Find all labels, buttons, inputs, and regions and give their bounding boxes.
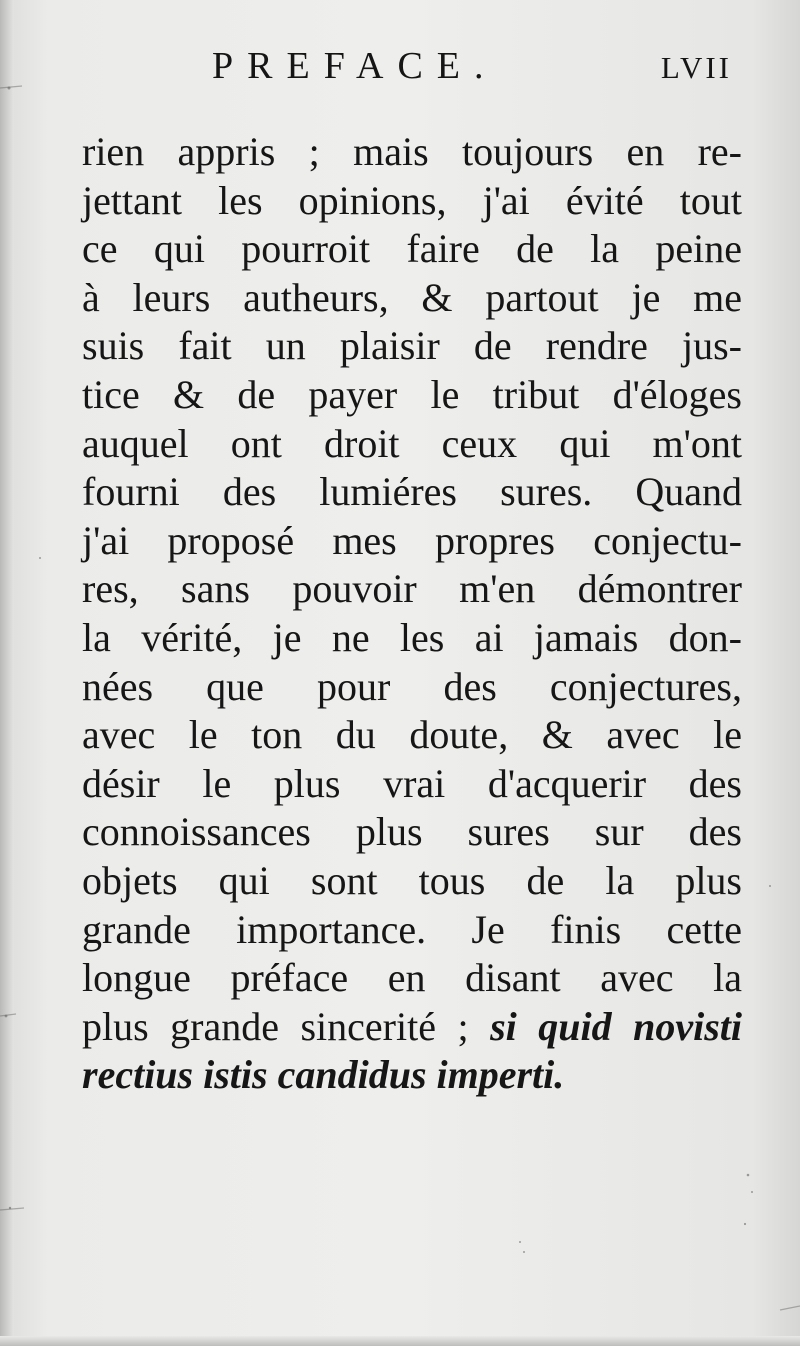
text-line: à leurs autheurs, & partout je me — [82, 274, 742, 320]
text-line: désir le plus vrai d'acquerir des — [82, 760, 742, 806]
text-line: la vérité, je ne les ai jamais don- — [82, 614, 742, 660]
text-line: jettant les opinions, j'ai évité tout — [82, 177, 742, 223]
text-line: j'ai proposé mes propres conjectu- — [82, 517, 742, 563]
text-line-italic: rectius istis candidus imperti. — [82, 1052, 565, 1098]
page-binding-shadow — [0, 0, 14, 1346]
text-line: suis fait un plaisir de rendre jus- — [82, 323, 742, 369]
text-line: tice & de payer le tribut d'éloges — [82, 371, 742, 417]
text-line: objets qui sont tous de la plus — [82, 857, 742, 903]
page-number: LVII — [660, 50, 732, 85]
text-line-mixed — [82, 1003, 742, 1052]
text-line: rien appris ; mais toujours en re- — [82, 129, 742, 174]
text-italic: si quid novisti — [490, 1003, 743, 1049]
page-header — [0, 44, 800, 94]
body-text — [82, 128, 742, 1100]
text-line: fourni des lumiéres sures. Quand — [82, 469, 742, 515]
text-line: avec le ton du doute, & avec le — [82, 712, 742, 758]
text-line: grande importance. Je finis cette — [82, 906, 742, 952]
text-line: longue préface en disant avec la — [82, 955, 742, 1001]
text-line: res, sans pouvoir m'en démontrer — [82, 566, 742, 612]
page-bottom-edge — [0, 1336, 800, 1346]
text-line: ce qui pourroit faire de la peine — [82, 226, 742, 272]
text-roman: plus grande sincerité ; — [82, 1003, 469, 1049]
running-title: PREFACE. — [212, 45, 498, 87]
text-line: connoissances plus sures sur des — [82, 809, 742, 855]
text-line: nées que pour des conjectures, — [82, 663, 742, 709]
text-line: auquel ont droit ceux qui m'ont — [82, 420, 742, 466]
